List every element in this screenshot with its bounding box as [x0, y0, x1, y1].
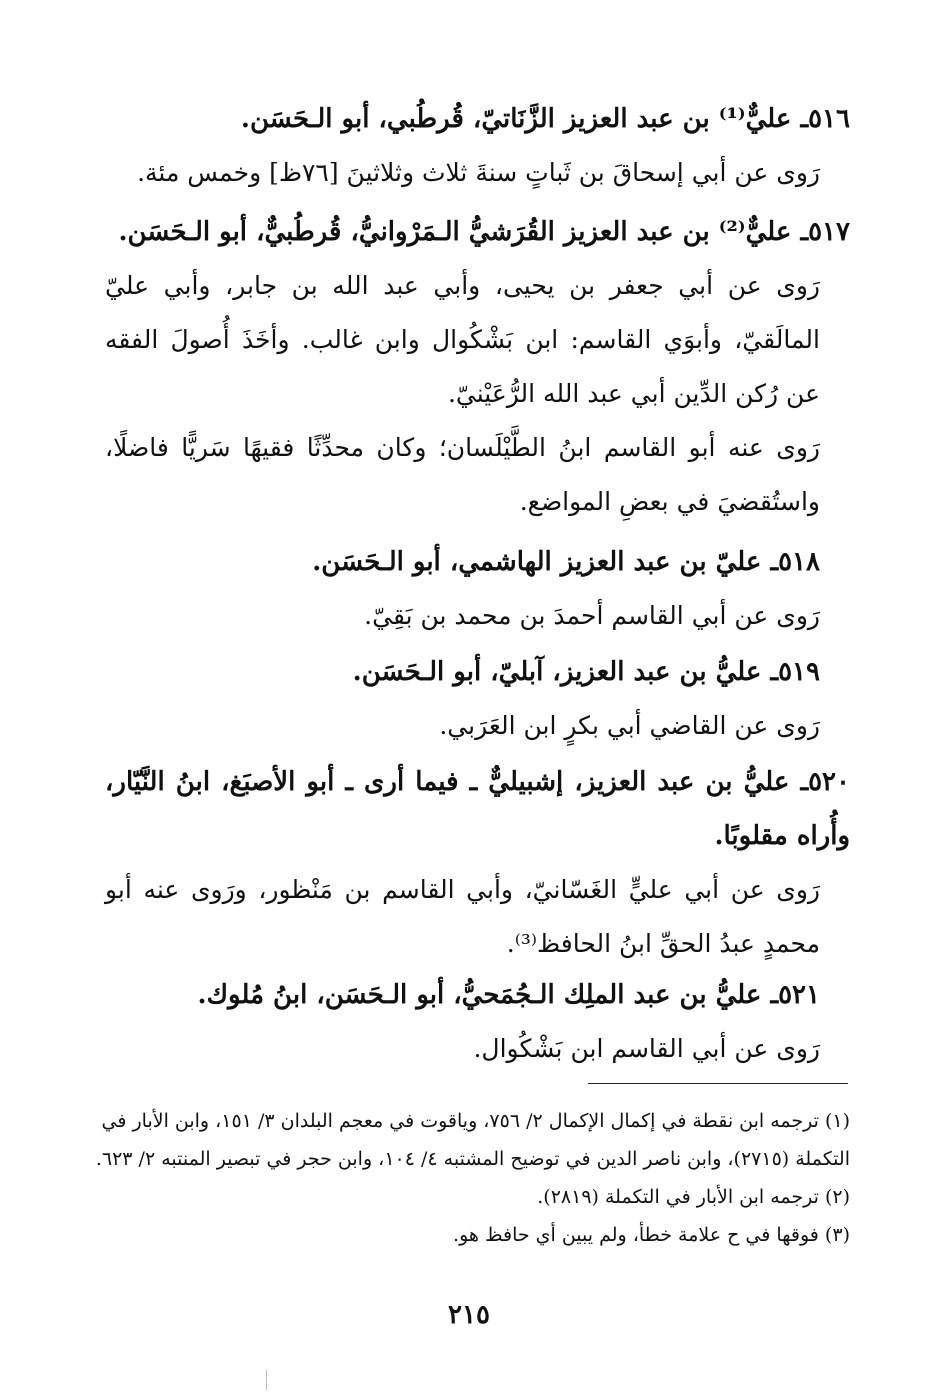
entry-heading: ٥٢٠ـ عليُّ بن عبد العزيز، إشبيليٌّ ـ فيما أرى ـ أبو الأصبَغ، ابنُ النَّيّار، وأُراه مقلوبًا. — [105, 767, 850, 851]
entry-heading: ٥٢١ـ عليُّ بن عبد الملِك الـجُمَحيُّ، أبو الـحَسَن، ابنُ مُلوك. — [197, 980, 820, 1010]
entry-body: رَوى عن أبي جعفر بن يحيى، وأبي عبد الله بن جابر، وأبي عليّ المالَقيّ، وأبوَي القاسم: ابن بَشْكُوال وابن غالب. وأخَذَ أُصولَ الفقه عن رُكن الدِّين أبي عبد الله الرُّعَيْنيّ. — [105, 271, 820, 408]
footnote-divider — [588, 1083, 848, 1084]
scan-margin-mark — [266, 1370, 267, 1390]
entry-520 — [105, 755, 850, 971]
footnote-1: (١) ترجمه ابن نقطة في إكمال الإكمال ٢/ ٧٥٦، وياقوت في معجم البلدان ٣/ ١٥١، وابن الأبار في التكملة (٢٧١٥)، وابن ناصر الدين في توضيح المشتبه ٤/ ١٠٤، وابن حجر في تبصير المنتبه ٢/ ٦٢٣. — [95, 1110, 850, 1170]
entry-517 — [105, 205, 850, 529]
page-number: ٢١٥ — [448, 1300, 490, 1330]
entry-body: رَوى عن أبي إسحاقَ بن ثَباتٍ سنةَ ثلاث وثلاثينَ [٧٦ظ] وخمس مئة. — [137, 158, 820, 187]
entry-body-narrators: رَوى عنه أبو القاسم ابنُ الطَّيْلَسان؛ وكان محدِّثًا فقيهًا سَريًّا فاضلًا، واستُقضيَ في بعضِ المواضع. — [105, 433, 820, 516]
entry-body: رَوى عن أبي القاسم أحمدَ بن محمد بن بَقِيّ. — [364, 601, 820, 630]
entry-heading: ٥١٧ـ عليٌّ⁽²⁾ بن عبد العزيز القُرَشيُّ الـمَرْوانيُّ، قُرطُبيٌّ، أبو الـحَسَن. — [118, 217, 850, 247]
footnotes — [90, 1102, 850, 1254]
entry-521 — [105, 968, 850, 1076]
footnote-3: (٣) فوقها في ح علامة خطأ، ولم يبين أي حافظ هو. — [453, 1224, 850, 1246]
entry-body: رَوى عن القاضي أبي بكرٍ ابن العَرَبي. — [439, 711, 820, 740]
entry-heading: ٥١٨ـ عليّ بن عبد العزيز الهاشمي، أبو الـحَسَن. — [312, 547, 820, 577]
entry-516 — [105, 92, 850, 200]
entry-body: رَوى عن أبي عليٍّ الغَسّانيّ، وأبي القاسم بن مَنْظور، ورَوى عنه أبو محمدٍ عبدُ الحقِّ ابنُ الحافظ⁽³⁾. — [105, 875, 820, 958]
footnote-2: (٢) ترجمه ابن الأبار في التكملة (٢٨١٩). — [537, 1186, 850, 1208]
entry-heading: ٥١٦ـ عليٌّ⁽¹⁾ بن عبد العزيز الزَّنَاتيّ، قُرطُبي، أبو الـحَسَن. — [240, 104, 850, 134]
entry-518 — [105, 535, 850, 643]
entry-heading: ٥١٩ـ عليُّ بن عبد العزيز، آبليّ، أبو الـحَسَن. — [352, 657, 820, 687]
entry-519 — [105, 645, 850, 753]
entry-body: رَوى عن أبي القاسم ابن بَشْكُوال. — [473, 1034, 820, 1063]
